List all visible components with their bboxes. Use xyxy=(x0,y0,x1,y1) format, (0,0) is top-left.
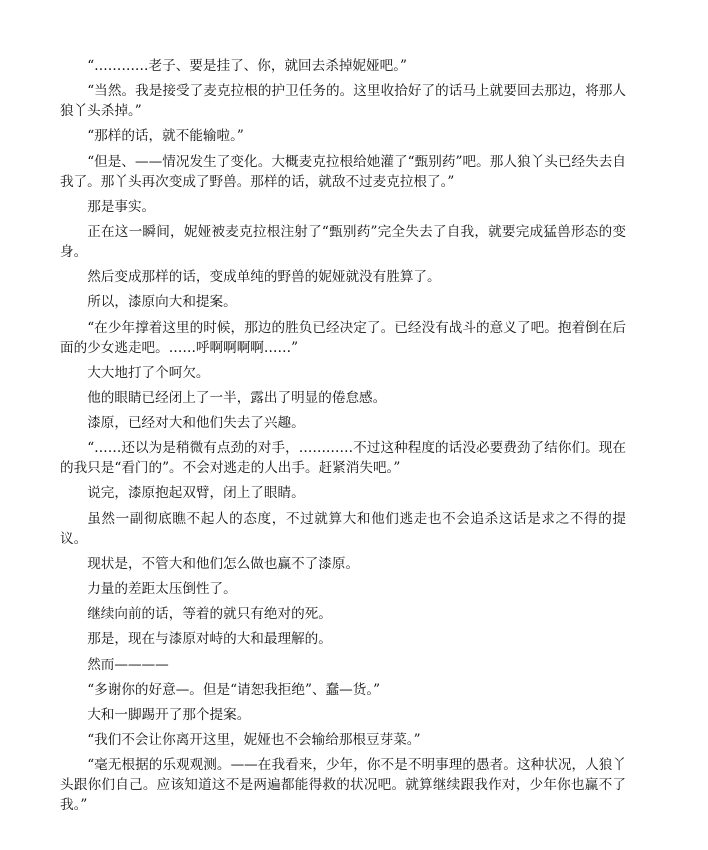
paragraph: 大大地打了个呵欠。 xyxy=(87,364,210,381)
paragraph: 说完，漆原抱起双臂，闭上了眼睛。 xyxy=(87,485,305,502)
paragraph: “在少年撑着这里的时候，那边的胜负已经决定了。已经没有战斗的意义了吧。抱着倒在后面的少女逃走吧。……呼啊啊啊啊……” xyxy=(60,319,626,356)
paragraph: 现状是，不管大和他们怎么做也赢不了漆原。 xyxy=(87,555,360,572)
paragraph: 虽然一副彻底瞧不起人的态度，不过就算大和他们逃走也不会追杀这话是求之不得的提议。 xyxy=(60,510,626,547)
paragraph: 所以，漆原向大和提案。 xyxy=(87,294,237,311)
paragraph: “但是、——情况发生了变化。大概麦克拉根给她灌了“甄别药”吧。那人狼丫头已经失去自我了。那丫头再次变成了野兽。那样的话，就敌不过麦克拉根了。” xyxy=(60,153,626,190)
paragraph: 正在这一瞬间，妮娅被麦克拉根注射了“甄别药”完全失去了自我，就要完成猛兽形态的变身。 xyxy=(60,223,626,260)
paragraph: 大和一脚踢开了那个提案。 xyxy=(87,706,251,723)
paragraph: “当然。我是接受了麦克拉根的护卫任务的。这里收拾好了的话马上就要回去那边，将那人狼丫头杀掉。” xyxy=(60,83,626,120)
paragraph: 力量的差距太压倒性了。 xyxy=(87,581,237,597)
paragraph: 那是事实。 xyxy=(87,198,156,215)
paragraph: “毫无根据的乐观观测。——在我看来，少年，你不是不明事理的愚者。这种状况，人狼丫头跟你们自己。应该知道这不是两遍都能得救的状况吧。就算继续跟我作对，少年你也赢不了我。” xyxy=(60,757,626,814)
paragraph: 漆原，已经对大和他们失去了兴趣。 xyxy=(87,415,305,432)
paragraph: “我们不会让你离开这里，妮娅也不会输给那根豆芽菜。” xyxy=(87,732,421,749)
paragraph: 那是，现在与漆原对峙的大和最理解的。 xyxy=(87,631,332,648)
paragraph: “多谢你的好意—。但是“请恕我拒绝”、蠢—货。” xyxy=(87,681,381,698)
paragraph: “…………老子、要是挂了、你，就回去杀掉妮娅吧。” xyxy=(87,58,407,74)
paragraph: “那样的话，就不能输啦。” xyxy=(87,128,244,145)
paragraph: “……还以为是稍微有点劲的对手，…………不过这种程度的话没必要费劲了结你们。现在的我只是“看门的”。不会对逃走的人出手。赶紧消失吧。” xyxy=(60,440,626,477)
paragraph: 继续向前的话，等着的就只有绝对的死。 xyxy=(87,606,332,623)
paragraph: 然而———— xyxy=(87,656,169,673)
paragraph: 他的眼睛已经闭上了一半，露出了明显的倦怠感。 xyxy=(87,389,387,406)
paragraph: 然后变成那样的话，变成单纯的野兽的妮娅就没有胜算了。 xyxy=(87,269,441,286)
